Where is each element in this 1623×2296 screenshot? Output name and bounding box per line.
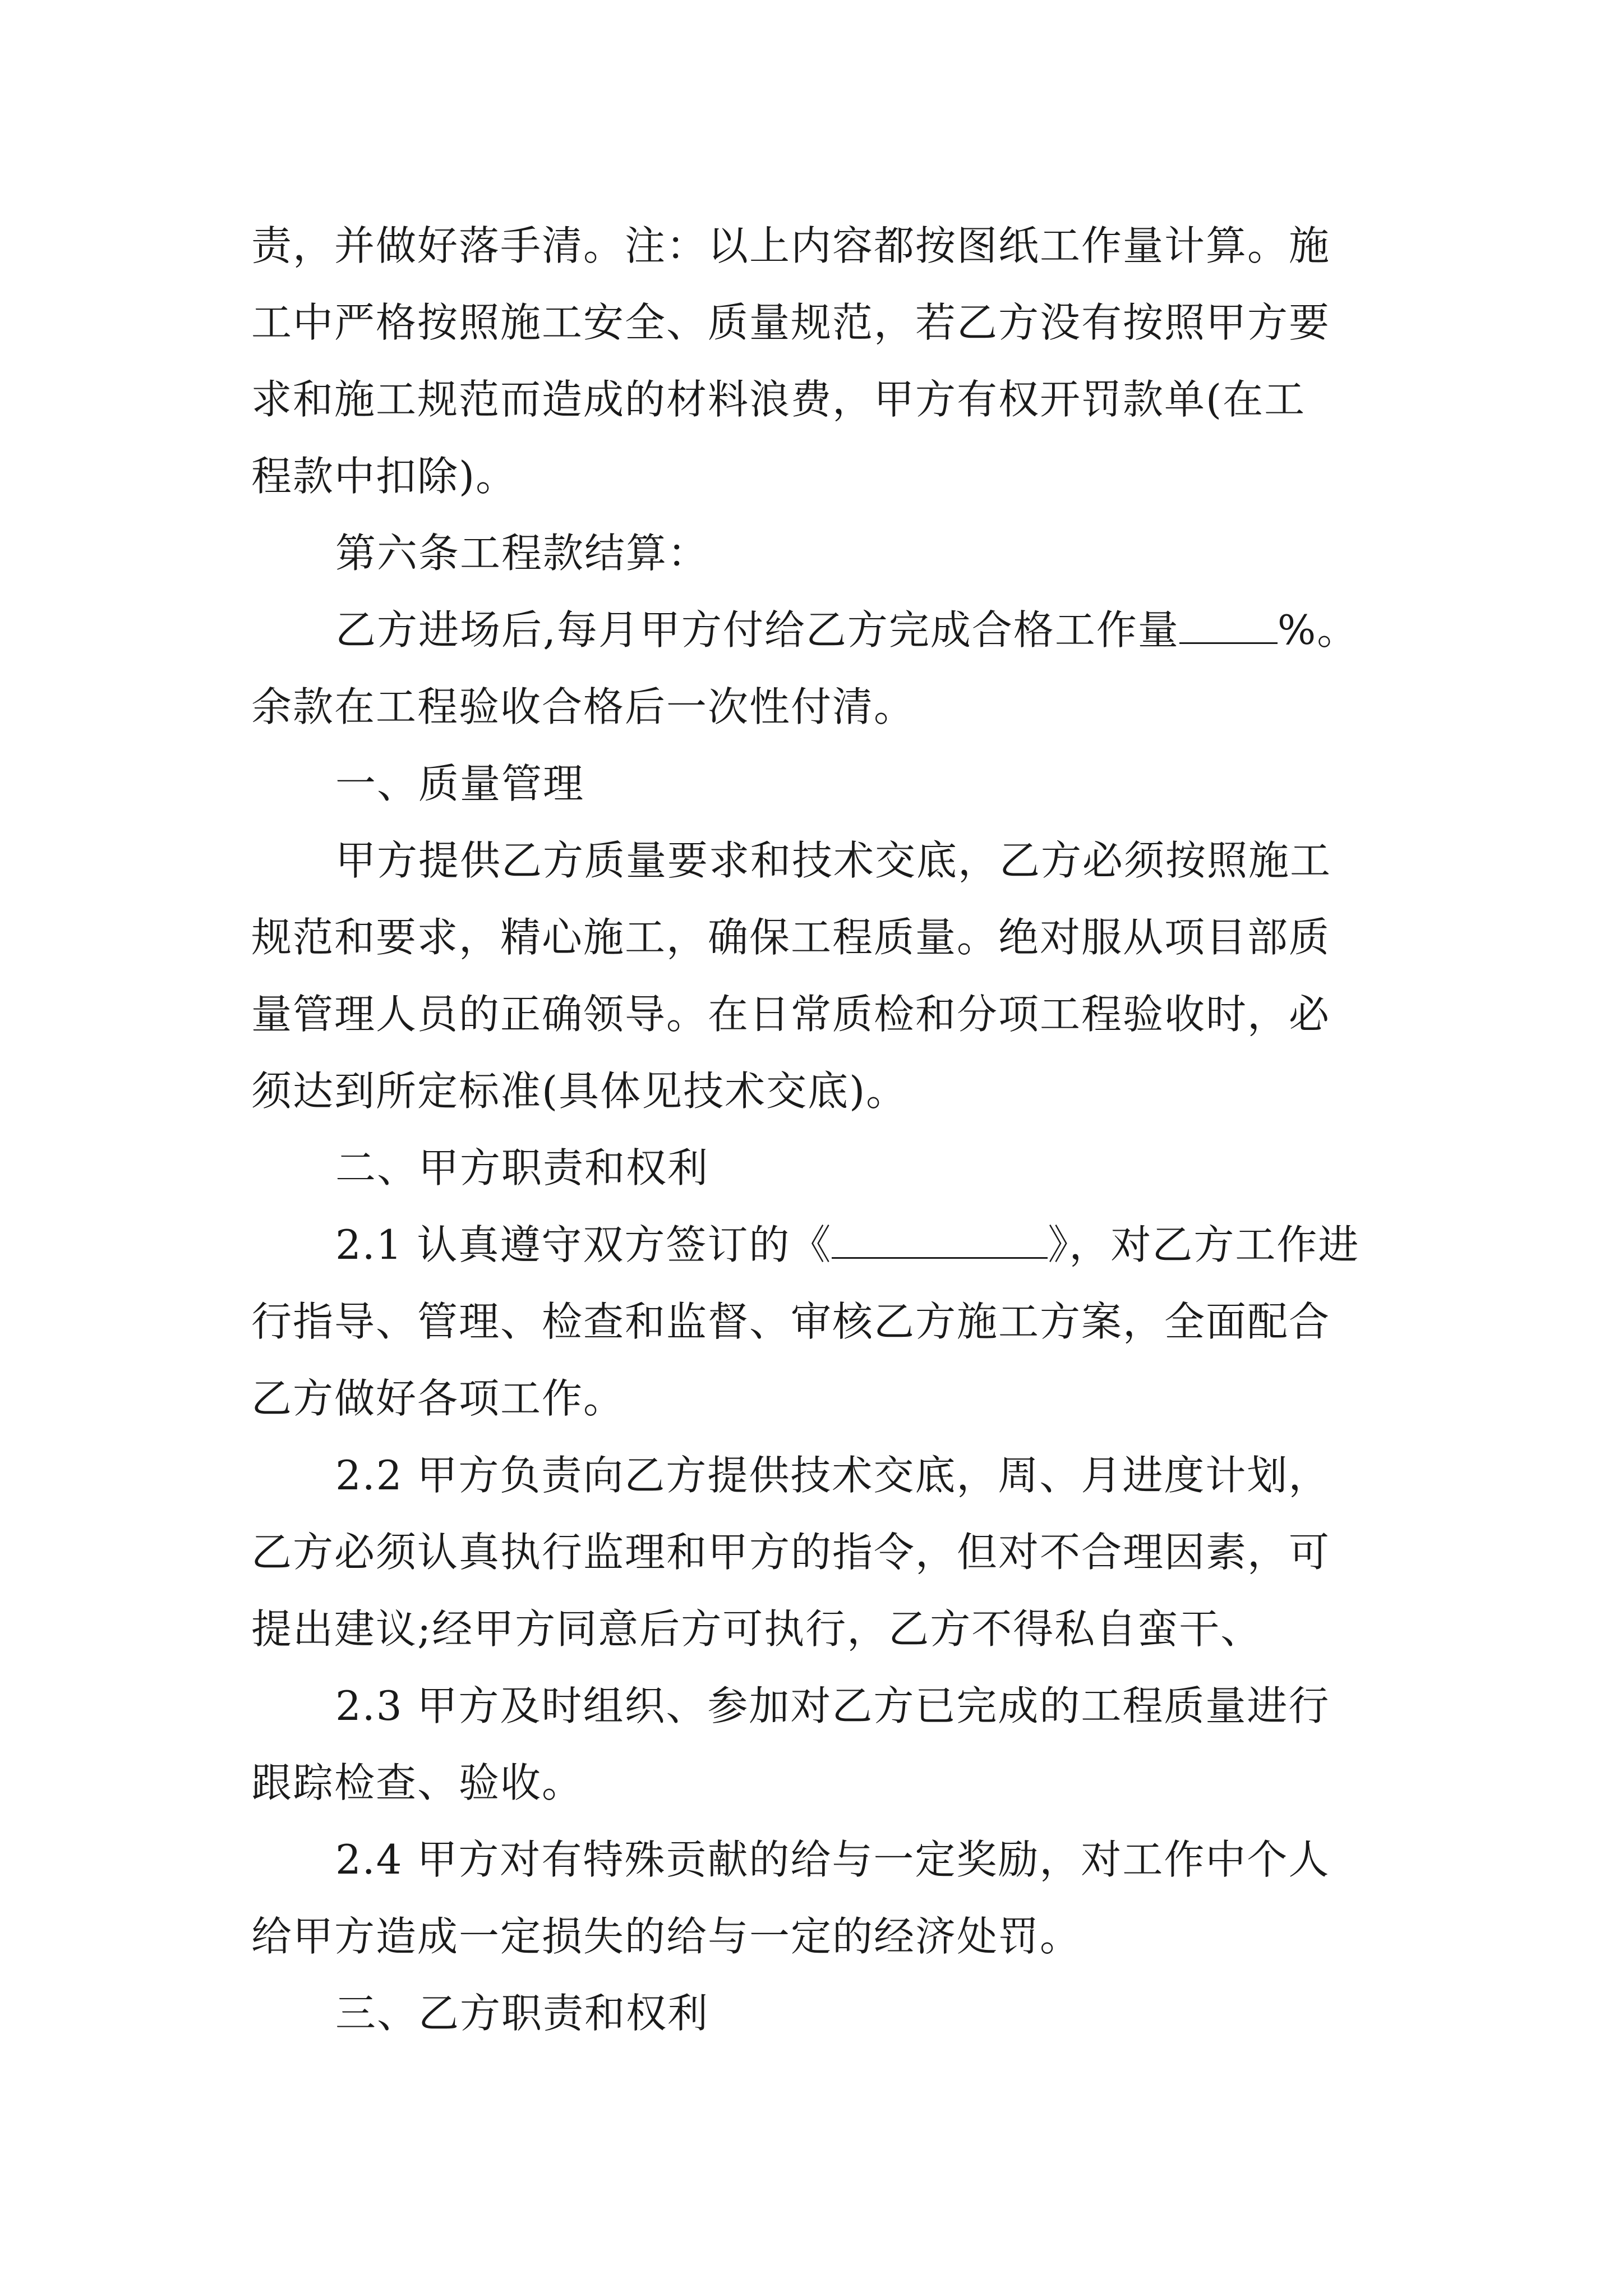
text-line: 跟踪检查、验收。	[251, 1759, 584, 1806]
text-line-with-blank	[251, 1207, 1378, 1283]
text-segment: 2.1 认真遵守双方签订的《	[335, 1221, 832, 1268]
section-heading: 二、甲方职责和权利	[335, 1144, 709, 1191]
section-heading: 第六条工程款结算：	[335, 530, 709, 577]
text-line: 余款在工程验收合格后一次性付清。	[251, 683, 916, 730]
section-heading: 一、质量管理	[335, 760, 585, 807]
text-line: 求和施工规范而造成的材料浪费，甲方有权开罚款单(在工	[251, 376, 1306, 423]
text-line: 须达到所定标准(具体见技术交底)。	[251, 1068, 908, 1115]
text-line: 甲方提供乙方质量要求和技术交底，乙方必须按照施工	[335, 837, 1332, 884]
text-line-with-blank	[251, 592, 1378, 669]
text-line: 责，并做好落手清。注：以上内容都按图纸工作量计算。施	[251, 222, 1331, 269]
text-line: 行指导、管理、检查和监督、审核乙方施工方案，全面配合	[251, 1298, 1331, 1345]
text-line: 工中严格按照施工安全、质量规范，若乙方没有按照甲方要	[251, 299, 1331, 346]
text-line: 2.3 甲方及时组织、参加对乙方已完成的工程质量进行	[335, 1682, 1330, 1729]
fill-blank	[832, 1223, 1048, 1259]
text-line: 提出建议;经甲方同意后方可执行，乙方不得私自蛮干、	[251, 1605, 1262, 1653]
text-line: 2.4 甲方对有特殊贡献的给与一定奖励，对工作中个人	[335, 1836, 1330, 1883]
text-segment: 乙方进场后,每月甲方付给乙方完成合格工作量	[335, 606, 1179, 654]
fill-blank	[1179, 609, 1278, 644]
text-line: 规范和要求，精心施工，确保工程质量。绝对服从项目部质	[251, 914, 1331, 961]
text-segment: %。	[1277, 606, 1359, 654]
document-page	[251, 208, 1378, 2052]
text-line: 给甲方造成一定损失的给与一定的经济处罚。	[251, 1913, 1082, 1960]
text-segment: 》，对乙方工作进	[1048, 1221, 1360, 1268]
text-line: 程款中扣除)。	[251, 453, 518, 500]
text-line: 乙方必须认真执行监理和甲方的指令，但对不合理因素，可	[251, 1529, 1331, 1576]
text-line: 乙方做好各项工作。	[251, 1375, 625, 1422]
text-line: 量管理人员的正确领导。在日常质检和分项工程验收时，必	[251, 991, 1331, 1038]
section-heading: 三、乙方职责和权利	[335, 1990, 709, 2037]
text-line: 2.2 甲方负责向乙方提供技术交底，周、月进度计划，	[335, 1452, 1330, 1499]
